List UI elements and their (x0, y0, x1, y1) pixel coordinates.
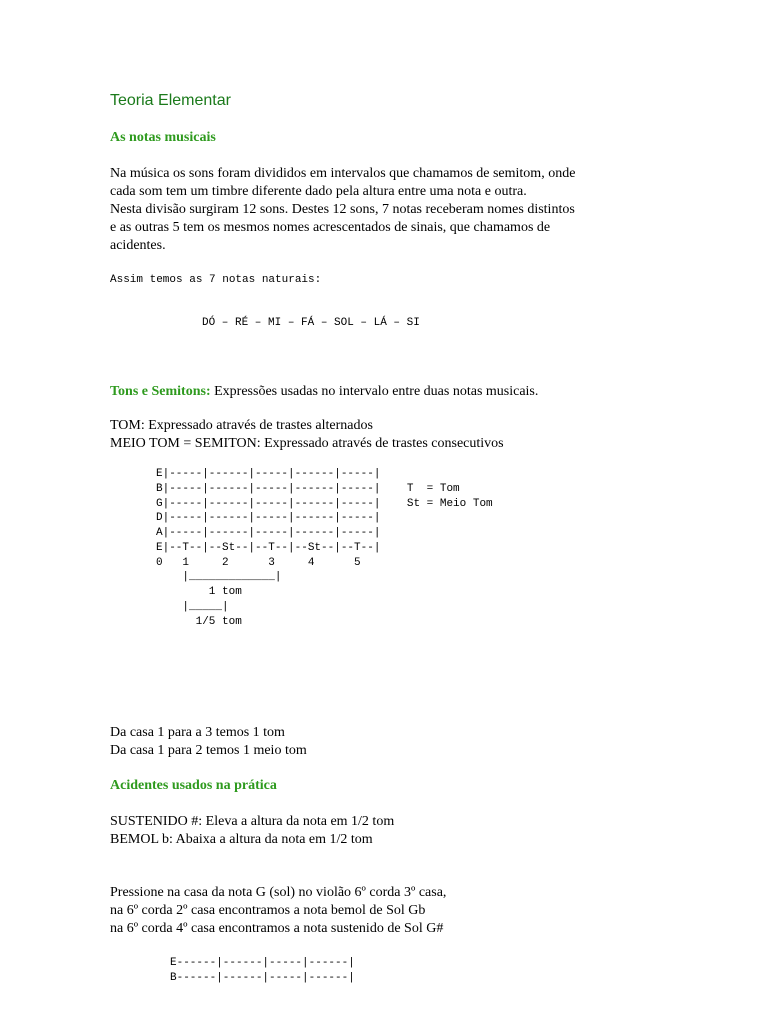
tab-line: E|-----|------|-----|------|-----| (156, 468, 381, 480)
tab-line: B|-----|------|-----|------|-----| T = Tom (156, 482, 460, 495)
semitom-bracket: |_____| (156, 600, 229, 613)
semitom-label: 1/5 tom (156, 615, 242, 628)
tab-line: G|-----|------|-----|------|-----| St = Meio Tom (156, 497, 493, 510)
tom-definition: TOM: Expressado através de trastes alternados (110, 418, 373, 433)
tom-bracket: |_____________| (156, 571, 282, 584)
example-line: na 6º corda 2º casa encontramos a nota bemol de Sol Gb (110, 903, 426, 918)
tab-line: E|--T--|--St--|--T--|--St--|--T--| (156, 541, 381, 554)
guitar-tab-example (170, 956, 355, 986)
bemol-definition: BEMOL b: Abaixa a altura da nota em 1/2 tom (110, 832, 373, 847)
tom-definitions (110, 417, 504, 453)
natural-notes-list: DÓ – RÉ – MI – FÁ – SOL – LÁ – SI (202, 317, 420, 329)
tab-line: D|-----|------|-----|------|-----| (156, 512, 381, 525)
acidentes-example (110, 884, 446, 938)
acidentes-definitions (110, 813, 394, 849)
result-line: Da casa 1 para 2 temos 1 meio tom (110, 743, 307, 758)
meio-tom-definition: MEIO TOM = SEMITON: Expressado através de trastes consecutivos (110, 436, 504, 451)
page-title: Teoria Elementar (110, 92, 231, 109)
section-heading-tons: Tons e Semitons: (110, 384, 211, 399)
paragraph-line: e as outras 5 tem os mesmos nomes acrescentados de sinais, que chamamos de (110, 220, 551, 235)
example-line: Pressione na casa da nota G (sol) no violão 6º corda 3º casa, (110, 885, 447, 900)
section-heading-acidentes: Acidentes usados na prática (110, 778, 277, 793)
paragraph-line: acidentes. (110, 238, 166, 253)
tab-result (110, 724, 307, 760)
paragraph-line: cada som tem um timbre diferente dado pela altura entre uma nota e outra. (110, 184, 527, 199)
paragraph-notas (110, 165, 575, 255)
tom-label: 1 tom (156, 586, 242, 598)
result-line: Da casa 1 para a 3 temos 1 tom (110, 725, 285, 740)
tab-line: E------|------|-----|------| (170, 957, 355, 969)
guitar-tab-diagram (156, 467, 493, 629)
section-heading-notas: As notas musicais (110, 130, 216, 145)
paragraph-line: Na música os sons foram divididos em intervalos que chamamos de semitom, onde (110, 166, 576, 181)
tons-semitons-description: Expressões usadas no intervalo entre duas notas musicais. (210, 384, 539, 399)
tons-semitons-intro (110, 383, 538, 401)
example-line: na 6º corda 4º casa encontramos a nota sustenido de Sol G# (110, 921, 444, 936)
tab-line: B------|------|-----|------| (170, 971, 355, 984)
sustenido-definition: SUSTENIDO #: Eleva a altura da nota em 1/2 tom (110, 814, 395, 829)
natural-notes-intro: Assim temos as 7 notas naturais: (110, 274, 322, 286)
fret-numbers: 0 1 2 3 4 5 (156, 556, 361, 569)
tab-line: A|-----|------|-----|------|-----| (156, 527, 381, 539)
paragraph-line: Nesta divisão surgiram 12 sons. Destes 12 sons, 7 notas receberam nomes distintos (110, 202, 575, 217)
